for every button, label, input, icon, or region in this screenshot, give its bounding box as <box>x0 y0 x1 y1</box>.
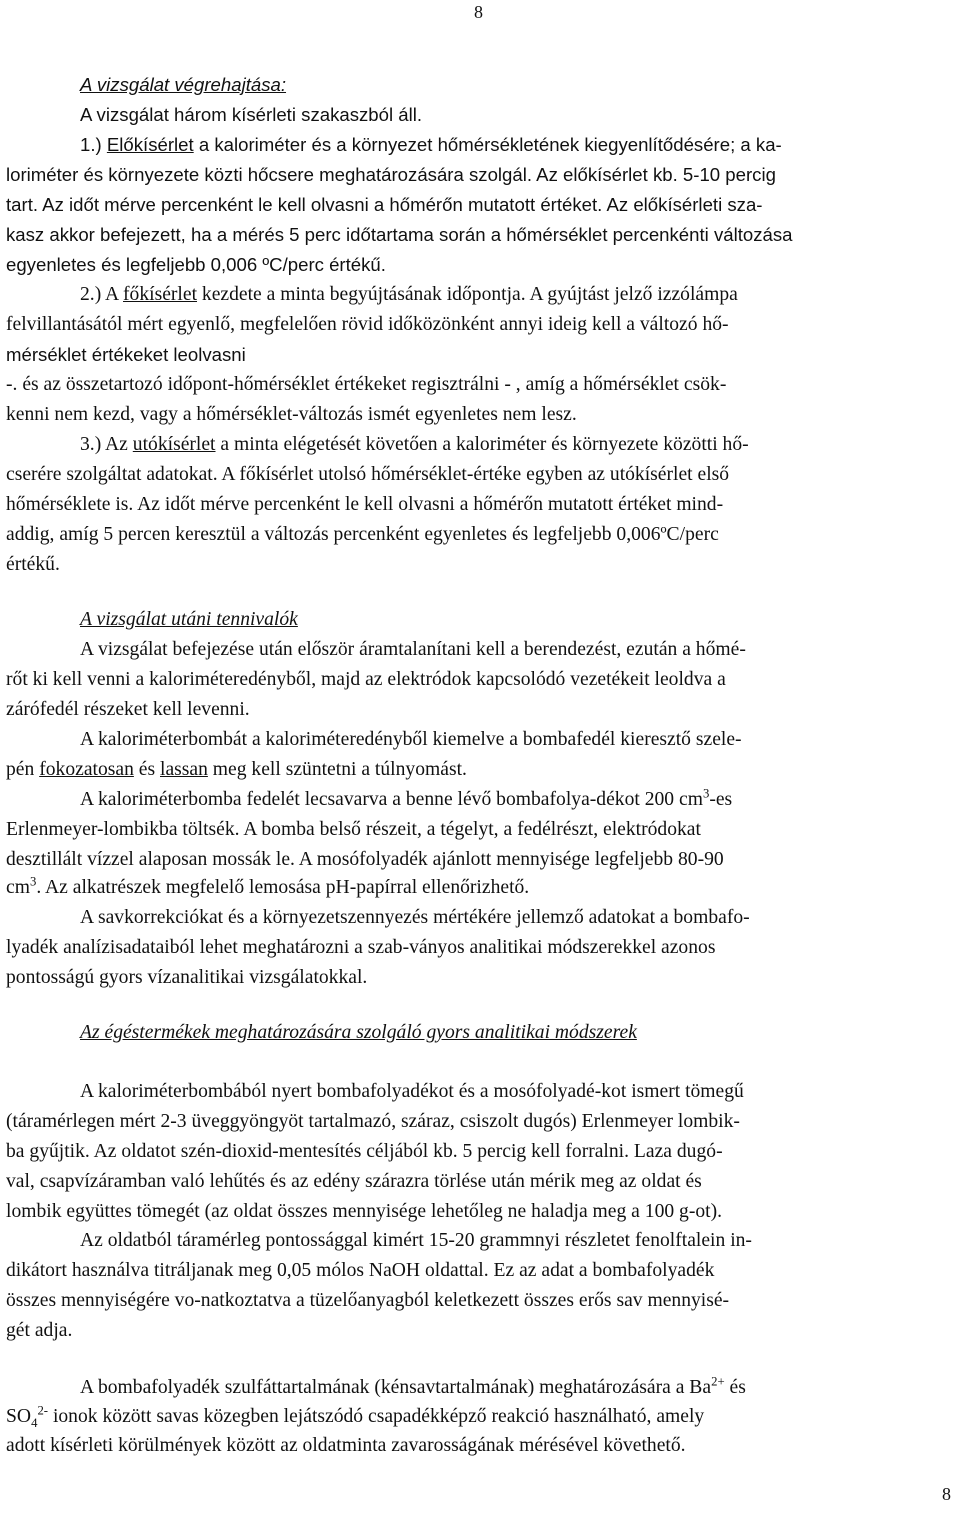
text-line: kenni nem kezd, vagy a hőmérséklet-változás ismét egyenletes nem lesz. <box>6 404 577 425</box>
text-line: Az oldatból táramérleg pontossággal kimért 15-20 grammnyi részletet fenolftalein in- <box>80 1230 752 1251</box>
text-line: kasz akkor befejezett, ha a mérés 5 perc időtartama során a hőmérséklet percenkénti változása <box>6 224 793 245</box>
text-line: -. és az összetartozó időpont-hőmérséklet értékeket regisztrálni - , amíg a hőmérséklet csök- <box>6 374 727 395</box>
text-line: A vizsgálat három kísérleti szakaszból áll. <box>80 104 423 125</box>
text-line: hőmérséklete is. Az időt mérve percenként le kell olvasni a hőmérőn mutatott értéket mind- <box>6 494 724 515</box>
text-line: A vizsgálat befejezése után először áramtalanítani kell a berendezést, ezután a hőmé- <box>80 639 746 660</box>
text-line: összes mennyiségére vo-natkoztatva a tüzelőanyagból keletkezett összes erős sav mennyisé- <box>6 1290 730 1311</box>
term-fokiserlet: főkísérlet <box>123 284 198 305</box>
term-elokiserlet: Előkísérlet <box>106 134 194 155</box>
text-line: Erlenmeyer-lombikba töltsék. A bomba belső részeit, a tégelyt, a fedélrészt, elektródokat <box>6 819 701 840</box>
term-utokiserlet: utókísérlet <box>132 434 216 455</box>
text-line: tart. Az időt mérve percenként le kell olvasni a hőmérőn mutatott értéket. Az előkísérleti sza- <box>6 194 763 215</box>
text-line: addig, amíg 5 percen keresztül a változás percenként egyenletes és legfeljebb 0,006ºC/perc <box>6 524 719 545</box>
text-line: ba gyűjtik. Az oldatot szén-dioxid-mentesítés céljából kb. 5 percig kell forralni. Laza dugó- <box>6 1141 723 1162</box>
page-number-bottom: 8 <box>942 1484 951 1504</box>
term-lassan: lassan <box>160 759 208 780</box>
text-line: pén fokozatosan és lassan meg kell szüntetni a túlnyomást. <box>6 759 467 780</box>
text-line: egyenletes és legfeljebb 0,006 ºC/perc értékű. <box>6 254 386 275</box>
text-line: adott kísérleti körülmények között az oldatminta zavarosságának mérésével követhető. <box>6 1435 686 1456</box>
section-heading-rapid-methods: Az égéstermékek meghatározására szolgáló gyors analitikai módszerek <box>80 1022 637 1043</box>
page-number-top: 8 <box>474 2 483 22</box>
text-line: 2.) A főkísérlet kezdete a minta begyújtásának időpontja. A gyújtást jelző izzólámpa <box>80 284 738 305</box>
text-line: A kaloriméterbombából nyert bombafolyadékot és a mosófolyadé-kot ismert tömegű <box>80 1081 744 1102</box>
text-line: 3.) Az utókísérlet a minta elégetését követően a kaloriméter és környezete közötti hő- <box>80 434 749 455</box>
section-heading-after-test: A vizsgálat utáni tennivalók <box>80 609 298 630</box>
text-line: lyadék analízisadataiból lehet meghatározni a szab-ványos analitikai módszerekkel azonos <box>6 937 716 958</box>
text-line: 1.) Előkísérlet a kaloriméter és a környezet hőmérsékletének kiegyenlítődésére; a ka- <box>80 134 782 155</box>
text-line: pontosságú gyors vízanalitikai vizsgálatokkal. <box>6 967 368 988</box>
text-line: lombik együttes tömegét (az oldat összes mennyisége lehetőleg ne haladja meg a 100 g-ot). <box>6 1201 723 1222</box>
text-line: rőt ki kell venni a kaloriméteredényből, majd az elektródok kapcsolódó vezetékeit leoldva a <box>6 669 726 690</box>
text-line: gét adja. <box>6 1320 73 1341</box>
text-line: loriméter és környezete közti hőcsere meghatározására szolgál. Az előkísérlet kb. 5-10 percig <box>6 164 776 185</box>
text-line: $SO_4^{2-}$ ionok között savas közegben lejátszódó csapadékképző reakció használható, amely <box>6 1403 705 1430</box>
text-line: értékű. <box>6 554 60 575</box>
text-line: (táramérlegen mért 2-3 üveggyöngyöt tartalmazó, száraz, csiszolt dugós) Erlenmeyer lombik- <box>6 1111 740 1132</box>
text-line: A savkorrekciókat és a környezetszennyezés mértékére jellemző adatokat a bombafo- <box>80 907 750 928</box>
text-line: zárófedél részeket kell levenni. <box>6 699 250 720</box>
section-heading-execution: A vizsgálat végrehajtása: <box>80 74 287 95</box>
text-line: felvillantásától mért egyenlő, megfelelően rövid időközönként annyi ideig kell a változó hő- <box>6 314 729 335</box>
text-line: mérséklet értékeket leolvasni <box>6 344 246 365</box>
text-line: A kaloriméterbomba fedelét lecsavarva a benne lévő bombafolya-dékot 200 $cm^3-es$ <box>80 786 733 810</box>
text-line: desztillált vízzel alaposan mossák le. A mosófolyadék ajánlott mennyisége legfeljebb 80-90 <box>6 849 724 870</box>
text-line: dikátort használva titráljanak meg 0,05 mólos NaOH oldattal. Ez az adat a bombafolyadék <box>6 1260 715 1281</box>
text-line: A bombafolyadék szulfáttartalmának (kénsavtartalmának) meghatározására a $Ba^{2+}$ és <box>80 1374 746 1398</box>
term-fokozatosan: fokozatosan <box>39 759 134 780</box>
text-line: $cm^3$. Az alkatrészek megfelelő lemosása pH-papírral ellenőrizhető. <box>6 874 530 898</box>
text-line: A kaloriméterbombát a kaloriméteredényből kiemelve a bombafedél kieresztő szele- <box>80 729 742 750</box>
text-line: val, csapvízáramban való lehűtés és az edény szárazra törlése után mérik meg az oldat és <box>6 1171 702 1192</box>
text-line: cserére szolgáltat adatokat. A főkísérlet utolsó hőmérséklet-értéke egyben az utókísérlet első <box>6 464 730 485</box>
